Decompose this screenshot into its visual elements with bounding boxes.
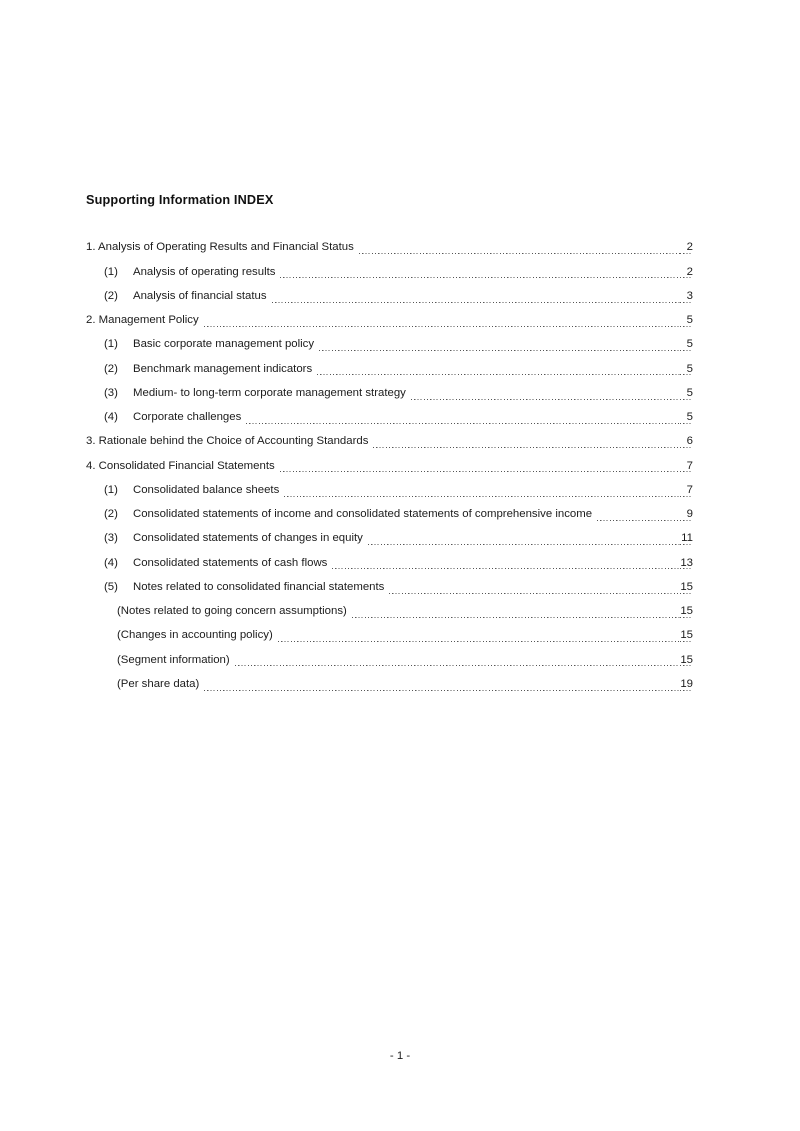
toc-entry-marker: (2)	[104, 508, 118, 520]
toc-entry-label: Consolidated statements of changes in equity	[133, 532, 363, 545]
dot-leader	[597, 507, 680, 521]
toc-entry-page: 9	[680, 507, 693, 521]
footer-page-number: - 1 -	[389, 1050, 411, 1062]
toc-entry-page: 15	[680, 605, 693, 617]
dot-leader	[389, 580, 680, 594]
toc-entry-page: 5	[680, 362, 693, 376]
toc-entry-label: (Per share data)	[117, 677, 200, 690]
toc-entry-page: 7	[680, 483, 693, 497]
toc-entry-label: Corporate challenges	[133, 411, 242, 423]
toc-entry-page: 3	[680, 289, 693, 303]
toc-entry-page: 15	[680, 580, 693, 593]
toc-entry	[86, 618, 693, 642]
dot-leader	[246, 410, 680, 424]
toc-entry-page: 19	[680, 677, 693, 690]
toc-entry	[86, 521, 693, 545]
dot-leader	[280, 459, 680, 473]
toc-entry	[86, 594, 693, 618]
toc-entry	[86, 667, 693, 691]
dot-leader	[368, 531, 680, 545]
toc-entry	[86, 473, 693, 497]
toc-entry-page: 2	[680, 265, 693, 279]
dot-leader	[317, 362, 680, 376]
toc-entry-page: 5	[680, 337, 693, 351]
dot-leader	[319, 337, 680, 351]
toc-entry	[86, 424, 693, 448]
toc-entry-marker: (4)	[104, 556, 118, 569]
toc-entry	[86, 570, 693, 594]
toc-entry	[86, 303, 693, 327]
toc-entry-page: 5	[680, 313, 693, 327]
toc-entry	[86, 497, 693, 521]
toc-entry-label: 1. Analysis of Operating Results and Financial Status	[86, 241, 354, 254]
toc-entry-label: (Notes related to going concern assumptions)	[117, 605, 347, 617]
toc-entry-marker: (3)	[104, 532, 118, 545]
toc-entry-page: 13	[680, 556, 693, 569]
toc-entry-marker: (1)	[104, 265, 118, 278]
toc-entry-page: 11	[681, 532, 693, 545]
toc-entry-label: 4. Consolidated Financial Statements	[86, 459, 275, 472]
toc-entry-page: 2	[680, 240, 693, 254]
toc-entry-page: 6	[680, 434, 693, 448]
toc-entry-label: Medium- to long-term corporate management strategy	[133, 386, 406, 399]
dot-leader	[332, 556, 680, 570]
dot-leader	[411, 386, 680, 400]
toc-entry-label: Basic corporate management policy	[133, 338, 315, 351]
toc-entry	[86, 327, 693, 351]
toc-entry	[86, 448, 693, 472]
dot-leader	[272, 289, 680, 303]
toc-entry-page: 15	[680, 629, 693, 642]
toc-entry-marker: (1)	[104, 338, 118, 351]
toc-entry-label: Benchmark management indicators	[133, 362, 313, 375]
toc-entry	[86, 351, 693, 375]
toc-entry	[86, 400, 693, 424]
toc-entry-marker: (1)	[104, 483, 118, 496]
dot-leader	[359, 240, 680, 254]
toc-entry-label: 3. Rationale behind the Choice of Accounting Standards	[86, 435, 369, 448]
toc-entry-marker: (2)	[104, 289, 118, 302]
toc-entry	[86, 376, 693, 400]
dot-leader	[373, 434, 680, 448]
toc-entry-page: 7	[680, 459, 693, 473]
toc-entry-marker: (4)	[104, 411, 118, 423]
toc-entry-label: (Segment information)	[117, 653, 230, 666]
toc-entry-label: Notes related to consolidated financial statements	[133, 580, 385, 593]
toc-entry	[86, 279, 693, 303]
toc-entry-page: 15	[680, 653, 693, 666]
toc-entry-label: 2. Management Policy	[86, 314, 199, 326]
dot-leader	[284, 483, 680, 497]
dot-leader	[278, 628, 680, 642]
toc-list	[86, 230, 693, 691]
toc-entry-marker: (5)	[104, 580, 118, 593]
toc-entry-label: Consolidated statements of income and consolidated statements of comprehensive income	[133, 508, 593, 520]
dot-leader	[204, 677, 680, 691]
toc-entry-label: Analysis of operating results	[133, 265, 276, 278]
toc-entry	[86, 545, 693, 569]
toc-entry-label: (Changes in accounting policy)	[117, 629, 273, 642]
toc-entry-page: 5	[680, 386, 693, 400]
dot-leader	[235, 653, 680, 667]
page-title: Supporting Information INDEX	[86, 193, 274, 207]
toc-entry	[86, 230, 693, 254]
toc-entry-marker: (3)	[104, 386, 118, 399]
toc-entry	[86, 254, 693, 278]
toc-entry-label: Analysis of financial status	[133, 289, 267, 302]
toc-entry-page: 5	[680, 410, 693, 424]
toc-entry-label: Consolidated statements of cash flows	[133, 556, 328, 569]
toc-entry-label: Consolidated balance sheets	[133, 483, 280, 496]
toc-entry	[86, 642, 693, 666]
toc-entry-marker: (2)	[104, 362, 118, 375]
dot-leader	[352, 604, 680, 618]
dot-leader	[280, 265, 680, 279]
dot-leader	[204, 313, 680, 327]
